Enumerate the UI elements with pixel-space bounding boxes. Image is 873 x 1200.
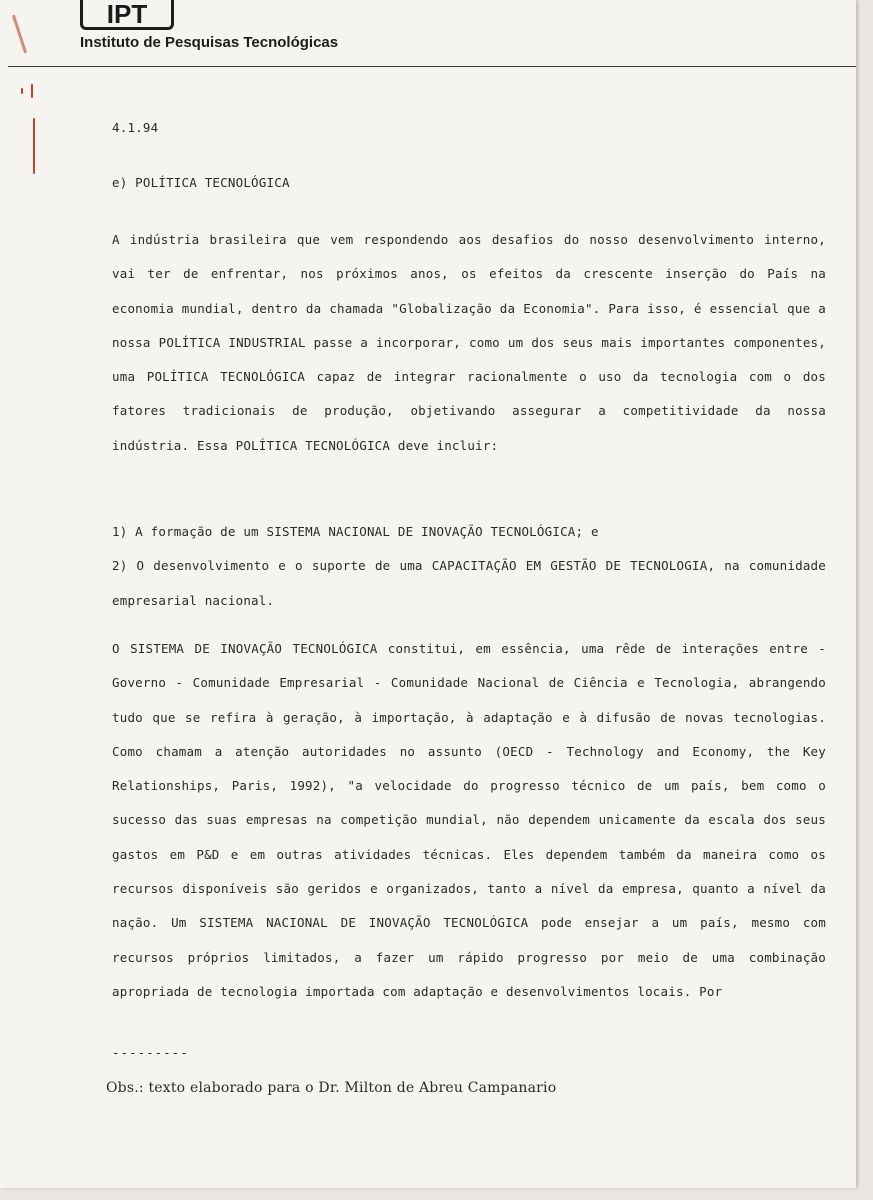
header-divider (8, 66, 856, 67)
margin-mark (21, 88, 23, 94)
paragraph: O SISTEMA DE INOVAÇÃO TECNOLÓGICA constitui, em essência, uma rêde de interações entre - Governo - Comunidade Empresarial - Comunidade Nacional de Ciência e Tecnologia, abrangendo tudo que se refira à geração, à importação, à adaptação e à difusão de novas tecnologias. Como chamam a atenção autoridades no assunto (OECD - Technology and Economy, the Key Relationships, Paris, 1992), "a velocidade do progresso técnico de um país, bem como o sucesso das suas empresas na competição mundial, não dependem unicamente da escala dos seus gastos em P&D e em outras atividades técnicas. Eles dependem também da maneira como os recursos disponíveis são geridos e organizados, tanto a nível da empresa, quanto a nível da nação. Um SISTEMA NACIONAL DE INOVAÇÃO TECNOLÓGICA pode ensejar a um país, mesmo com recursos próprios limitados, a fazer um rápido progresso por meio de uma combinação apropriada de tecnologia importada com adaptação e desenvolvimentos locais. Por (112, 641, 826, 999)
numbered-list (112, 515, 826, 618)
list-item: 2) O desenvolvimento e o suporte de uma CAPACITAÇÃO EM GESTÃO DE TECNOLOGIA, na comunidade empresarial nacional. (112, 558, 826, 608)
margin-mark (33, 118, 35, 174)
document-date: 4.1.94 (112, 120, 159, 135)
margin-mark (12, 15, 27, 54)
org-name: Instituto de Pesquisas Tecnológicas (80, 34, 339, 51)
list-item: 1) A formação de um SISTEMA NACIONAL DE INOVAÇÃO TECNOLÓGICA; e (112, 524, 599, 539)
logo-text: IPT (106, 0, 148, 29)
ipt-logo (80, 0, 174, 30)
margin-mark (31, 84, 33, 98)
paragraph: A indústria brasileira que vem respondendo aos desafios do nosso desenvolvimento interno, vai ter de enfrentar, nos próximos anos, os efeitos da crescente inserção do País na economia mundial, dentro da chamada "Globalização da Economia". Para isso, é essencial que a nossa POLÍTICA INDUSTRIAL passe a incorporar, como um dos seus mais importantes componentes, uma POLÍTICA TECNOLÓGICA capaz de integrar racionalmente o uso da tecnologia com o dos fatores tradicionais de produção, objetivando assegurar a competitividade da nossa indústria. Essa POLÍTICA TECNOLÓGICA deve incluir: (112, 232, 826, 453)
section-title: e) POLÍTICA TECNOLÓGICA (112, 175, 290, 190)
footnote-separator: --------- (112, 1045, 189, 1060)
footnote: Obs.: texto elaborado para o Dr. Milton de Abreu Campanario (106, 1080, 557, 1096)
